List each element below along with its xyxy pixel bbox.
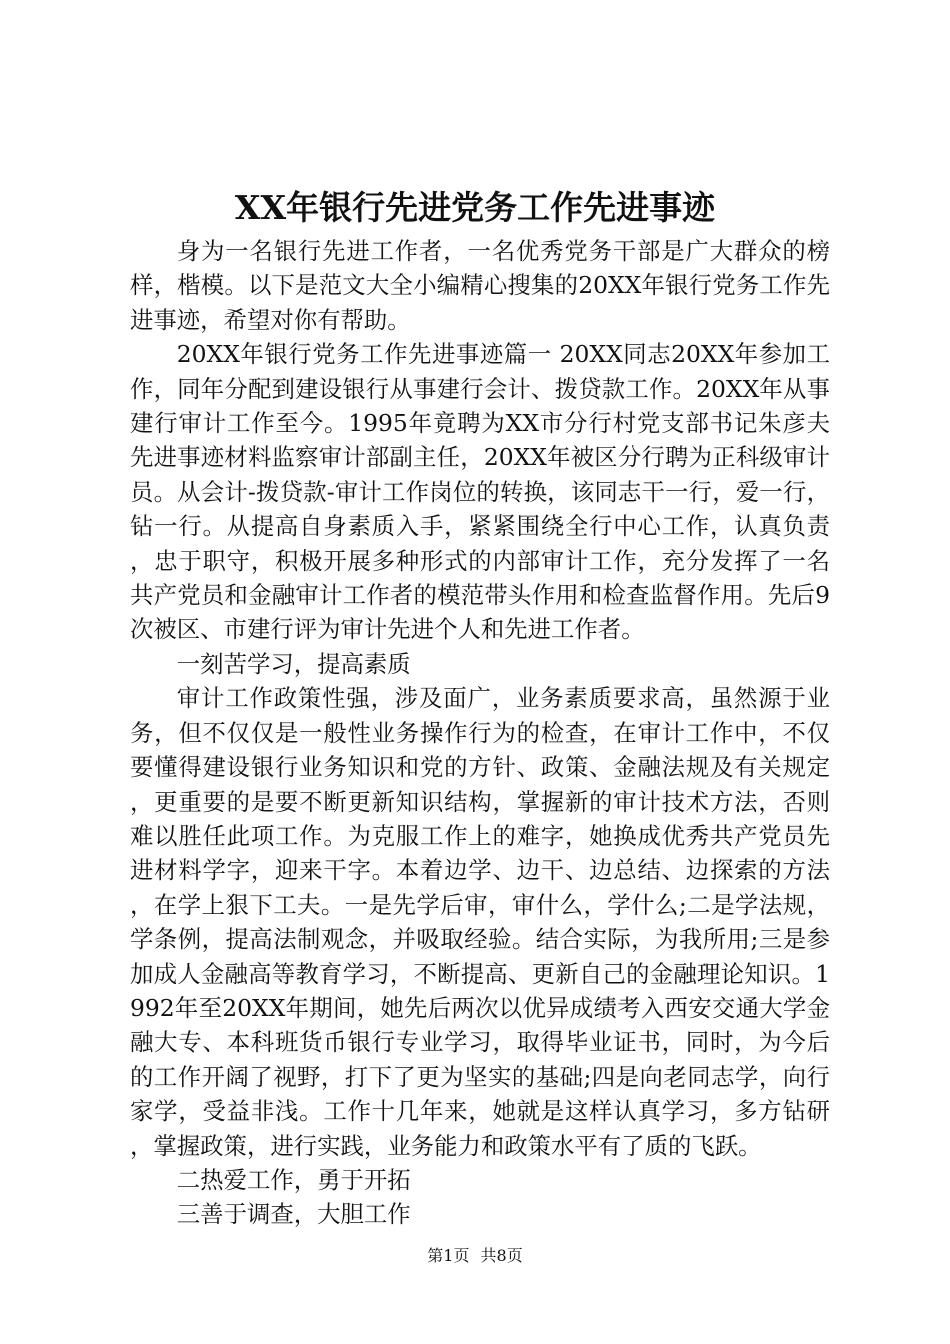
document-title: XX年银行先进党务工作先进事迹 [234, 188, 716, 227]
paragraph-profile: 20XX年银行党务工作先进事迹篇一 20XX同志20XX年参加工作，同年分配到建设银行从事建行会计、拨贷款工作。20XX年从事建行审计工作至今。1995年竟聘为XX市分行村党支部书记朱彦夫先进事迹材料监察审计部副主任，20XX年被区分行聘为正科级审计员。从会计-拨贷款-审计工作岗位的转换，该同志干一行，爱一行，钻一行。从提高自身素质入手，紧紧围绕全行中心工作，认真负责，忠于职守，积极开展多种形式的内部审计工作，充分发挥了一名共产党员和金融审计工作者的模范带头作用和检查监督作用。先后9次被区、市建行评为审计先进个人和先进工作者。 [130, 340, 830, 644]
page-footer: 第1页 共8页 [427, 1246, 523, 1265]
section-heading-investigation: 三善于调查，大胆工作 [176, 1200, 411, 1229]
section-heading-work: 二热爱工作，勇于开拓 [176, 1165, 411, 1194]
section-heading-study: 一刻苦学习，提高素质 [176, 649, 411, 678]
paragraph-intro: 身为一名银行先进工作者，一名优秀党务干部是广大群众的榜样，楷模。以下是范文大全小编精心搜集的20XX年银行党务工作先进事迹，希望对你有帮助。 [130, 237, 830, 334]
document-body [130, 234, 830, 1232]
paragraph-study: 审计工作政策性强，涉及面广，业务素质要求高，虽然源于业务，但不仅仅是一般性业务操作行为的检查，在审计工作中，不仅要懂得建设银行业务知识和党的方针、政策、金融法规及有关规定，更重要的是要不断更新知识结构，掌握新的审计技术方法，否则难以胜任此项工作。为克服工作上的难字，她换成优秀共产党员先进材料学字，迎来干字。本着边学、边干、边总结、边探索的方法，在学上狠下工夫。一是先学后审，审什么，学什么;二是学法规，学条例，提高法制观念，并吸取经验。结合实际，为我所用;三是参加成人金融高等教育学习，不断提高、更新自己的金融理论知识。1992年至20XX年期间，她先后两次以优异成绩考入西安交通大学金融大专、本科班货币银行专业学习，取得毕业证书，同时，为今后的工作开阔了视野，打下了更为坚实的基础;四是向老同志学，向行家学，受益非浅。工作十几年来，她就是这样认真学习，多方钻研，掌握政策，进行实践，业务能力和政策水平有了质的飞跃。 [130, 684, 830, 1160]
